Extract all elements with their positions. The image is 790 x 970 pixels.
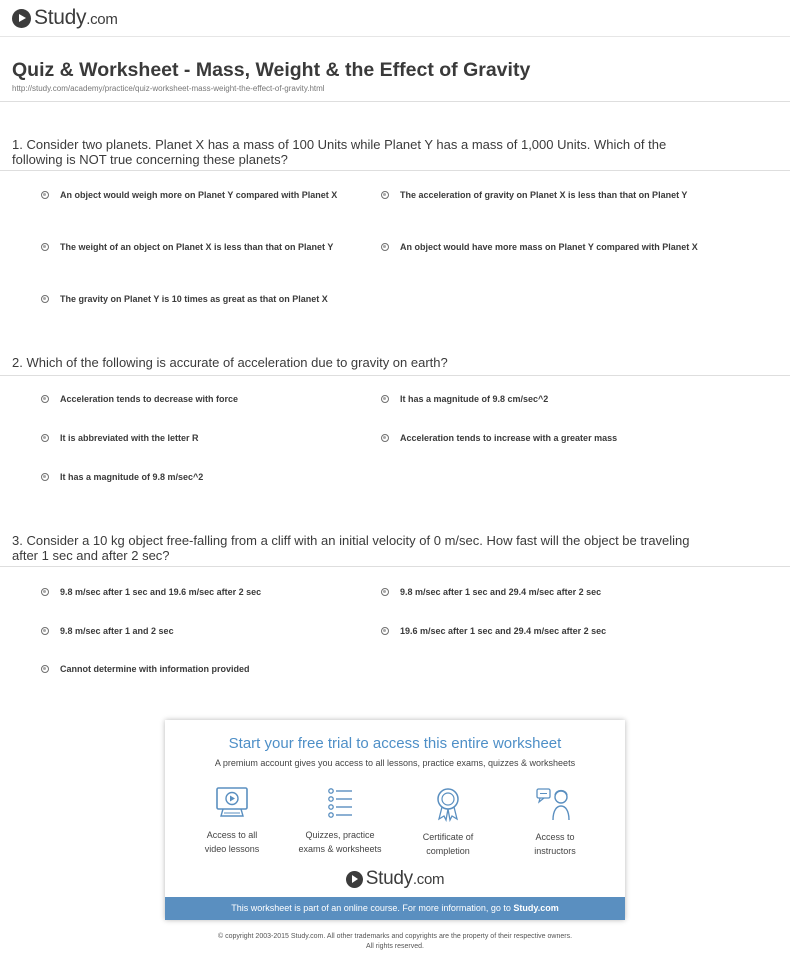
checklist-icon	[322, 786, 358, 820]
promo-footer-text: This worksheet is part of an online course. For more information, go to	[231, 903, 514, 913]
play-circle-icon	[346, 871, 363, 888]
question-1-option-b[interactable]: The acceleration of gravity on Planet X is less than that on Planet Y	[381, 188, 700, 202]
question-3-option-a[interactable]: 9.8 m/sec after 1 sec and 19.6 m/sec after 2 sec	[41, 585, 360, 599]
promo-footer-link[interactable]: Study.com	[513, 903, 559, 913]
feature-certificate	[393, 786, 503, 858]
feature-video-lessons	[177, 786, 287, 856]
radio-icon[interactable]	[41, 627, 49, 635]
promo-subtext: A premium account gives you access to all lessons, practice exams, quizzes & worksheets	[214, 758, 576, 768]
radio-icon[interactable]	[41, 191, 49, 199]
title-divider	[0, 101, 790, 102]
radio-icon[interactable]	[41, 665, 49, 673]
feature-label: Quizzes, practice exams & worksheets	[298, 830, 382, 854]
radio-icon[interactable]	[381, 627, 389, 635]
instructor-icon	[535, 786, 575, 822]
radio-icon[interactable]	[381, 588, 389, 596]
radio-icon[interactable]	[41, 473, 49, 481]
question-1-option-d[interactable]: An object would have more mass on Planet Y compared with Planet X	[381, 240, 700, 254]
feature-instructors	[500, 786, 610, 858]
radio-icon[interactable]	[41, 588, 49, 596]
promo-footer-bar	[165, 897, 625, 920]
feature-quizzes	[285, 786, 395, 856]
question-1-text: 1. Consider two planets. Planet X has a mass of 100 Units while Planet Y has a mass of 1,000 Units. Which of the following is NOT true concerning these planets?	[12, 137, 667, 167]
radio-icon[interactable]	[41, 295, 49, 303]
feature-label: Access to instructors	[534, 832, 576, 856]
promo-headline[interactable]: Start your free trial to access this entire worksheet	[228, 735, 562, 752]
feature-label: Access to all video lessons	[204, 830, 260, 854]
page-url: http://study.com/academy/practice/quiz-worksheet-mass-weight-the-effect-of-gravity.html	[12, 84, 325, 93]
question-2-option-e[interactable]: It has a magnitude of 9.8 m/sec^2	[41, 470, 360, 484]
premium-promo-box	[165, 720, 625, 920]
play-circle-icon	[12, 9, 31, 28]
header-divider	[0, 36, 790, 37]
question-2-option-c[interactable]: It is abbreviated with the letter R	[41, 431, 360, 445]
question-3-option-c[interactable]: 9.8 m/sec after 1 and 2 sec	[41, 624, 360, 638]
radio-icon[interactable]	[41, 395, 49, 403]
question-2-text: 2. Which of the following is accurate of acceleration due to gravity on earth?	[12, 355, 448, 370]
promo-study-logo[interactable]: Study.com	[165, 868, 625, 890]
copyright-line-1: © copyright 2003-2015 Study.com. All other trademarks and copyrights are the property of their respective owners.	[217, 933, 573, 940]
question-3-text: 3. Consider a 10 kg object free-falling from a cliff with an initial velocity of 0 m/sec. How fast will the object be traveling after 1 sec and after 2 sec?	[12, 533, 690, 563]
copyright-line-2: All rights reserved.	[366, 943, 424, 950]
question-2-option-b[interactable]: It has a magnitude of 9.8 cm/sec^2	[381, 392, 700, 406]
question-3-option-e[interactable]: Cannot determine with information provided	[41, 662, 360, 676]
question-3-divider	[0, 566, 790, 567]
logo-text: Study.com	[34, 6, 118, 29]
question-1-divider	[0, 170, 790, 171]
video-lesson-icon	[214, 786, 250, 820]
radio-icon[interactable]	[41, 243, 49, 251]
radio-icon[interactable]	[381, 191, 389, 199]
question-3-option-d[interactable]: 19.6 m/sec after 1 sec and 29.4 m/sec after 2 sec	[381, 624, 700, 638]
radio-icon[interactable]	[381, 243, 389, 251]
question-3-option-b[interactable]: 9.8 m/sec after 1 sec and 29.4 m/sec after 2 sec	[381, 585, 700, 599]
radio-icon[interactable]	[381, 434, 389, 442]
certificate-icon	[430, 786, 466, 822]
question-2-option-a[interactable]: Acceleration tends to decrease with force	[41, 392, 360, 406]
question-1-option-c[interactable]: The weight of an object on Planet X is less than that on Planet Y	[41, 240, 360, 254]
feature-label: Certificate of completion	[422, 832, 474, 856]
copyright	[0, 932, 790, 952]
page-title: Quiz & Worksheet - Mass, Weight & the Effect of Gravity	[12, 59, 531, 81]
radio-icon[interactable]	[381, 395, 389, 403]
question-1-option-e[interactable]: The gravity on Planet Y is 10 times as great as that on Planet X	[41, 292, 360, 306]
question-2-divider	[0, 375, 790, 376]
question-1-option-a[interactable]: An object would weigh more on Planet Y compared with Planet X	[41, 188, 360, 202]
study-logo[interactable]	[12, 6, 118, 30]
radio-icon[interactable]	[41, 434, 49, 442]
question-2-option-d[interactable]: Acceleration tends to increase with a greater mass	[381, 431, 700, 445]
